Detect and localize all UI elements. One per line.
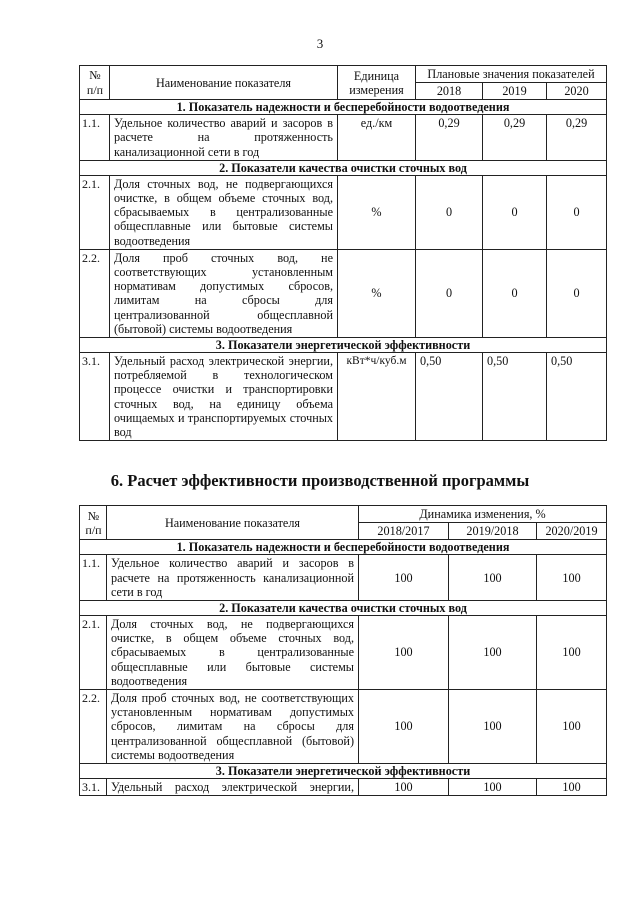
row-num: 2.1. [80,616,107,690]
section-title: 2. Показатели качества очистки сточных вод [80,601,607,616]
page-number: 3 [316,36,324,51]
header-period: 2019/2018 [449,523,537,540]
row-name: Удельное количество аварий и засоров в расчете на протяженность канализационной сети в год [110,115,338,161]
table-row [80,690,607,764]
section-title: 1. Показатель надежности и бесперебойности водоотведения [80,540,607,555]
table-row [80,555,607,601]
row-value: 0,29 [483,115,547,161]
header-dynamics: Динамика изменения, % [359,506,607,523]
row-value: 100 [537,616,607,690]
table-header-row [80,506,607,523]
section-heading: 6. Расчет эффективности производственной программы [110,471,530,490]
row-num: 3.1. [80,779,107,796]
section-row [80,100,607,115]
row-num: 1.1. [80,115,110,161]
row-unit: кВт*ч/куб.м [338,353,416,441]
row-value: 100 [449,779,537,796]
row-value: 0 [483,175,547,249]
table-row [80,175,607,249]
row-value: 100 [537,690,607,764]
row-value: 0,50 [547,353,607,441]
row-value: 100 [359,690,449,764]
section-row [80,601,607,616]
row-value: 100 [537,779,607,796]
header-period: 2020/2019 [537,523,607,540]
row-value: 0 [483,249,547,337]
row-unit: % [338,175,416,249]
row-value: 100 [449,616,537,690]
row-value: 100 [449,555,537,601]
section-row [80,764,607,779]
row-value: 100 [359,616,449,690]
header-unit: Единица измерения [338,66,416,100]
section-title: 2. Показатели качества очистки сточных вод [80,160,607,175]
section-row [80,338,607,353]
row-name: Удельный расход электрической энергии, [107,779,359,796]
row-num: 1.1. [80,555,107,601]
row-num: 2.2. [80,249,110,337]
row-name: Удельное количество аварий и засоров в расчете на протяженность канализационной сети в год [107,555,359,601]
section-row [80,160,607,175]
table-row [80,353,607,441]
row-value: 0 [416,175,483,249]
header-name: Наименование показателя [110,66,338,100]
section-row [80,540,607,555]
row-value: 0 [547,175,607,249]
header-plan: Плановые значения показателей [416,66,607,83]
header-year: 2019 [483,83,547,100]
row-num: 3.1. [80,353,110,441]
table-row [80,115,607,161]
row-value: 0 [547,249,607,337]
table-row [80,616,607,690]
row-num: 2.2. [80,690,107,764]
row-name: Доля проб сточных вод, не соответствующих установленным нормативам допустимых сбросов, лимитам на сбросы для централизованной общесплавной (бытовой) системы водоотведения [110,249,338,337]
row-value: 100 [359,555,449,601]
row-unit: % [338,249,416,337]
section-title: 1. Показатель надежности и бесперебойности водоотведения [80,100,607,115]
row-value: 100 [537,555,607,601]
header-year: 2018 [416,83,483,100]
row-value: 0,29 [416,115,483,161]
row-unit: ед./км [338,115,416,161]
row-name: Доля сточных вод, не подвергающихся очистке, в общем объеме сточных вод, сбрасываемых в централизованные общесплавные или бытовые системы водоотведения [107,616,359,690]
header-num: № п/п [80,66,110,100]
row-value: 0,29 [547,115,607,161]
header-name: Наименование показателя [107,506,359,540]
row-name: Удельный расход электрической энергии, потребляемой в технологическом процессе очистки и транспортировки сточных вод, на единицу объема очищаемых и транспортируемых сточных вод [110,353,338,441]
row-name: Доля сточных вод, не подвергающихся очистке, в общем объеме сточных вод, сбрасываемых в централизованные общесплавные или бытовые системы водоотведения [110,175,338,249]
row-value: 0 [416,249,483,337]
table-row [80,779,607,796]
section-title: 3. Показатели энергетической эффективности [80,764,607,779]
row-value: 0,50 [483,353,547,441]
row-name: Доля проб сточных вод, не соответствующих установленным нормативам допустимых сбросов, лимитам на сбросы для централизованной общесплавной (бытовой) системы водоотведения [107,690,359,764]
header-num: № п/п [80,506,107,540]
row-num: 2.1. [80,175,110,249]
table-header-row [80,66,607,83]
row-value: 0,50 [416,353,483,441]
planned-indicators-table [79,65,607,441]
table-row [80,249,607,337]
header-period: 2018/2017 [359,523,449,540]
section-title: 3. Показатели энергетической эффективности [80,338,607,353]
efficiency-table [79,505,607,796]
row-value: 100 [359,779,449,796]
row-value: 100 [449,690,537,764]
header-year: 2020 [547,83,607,100]
